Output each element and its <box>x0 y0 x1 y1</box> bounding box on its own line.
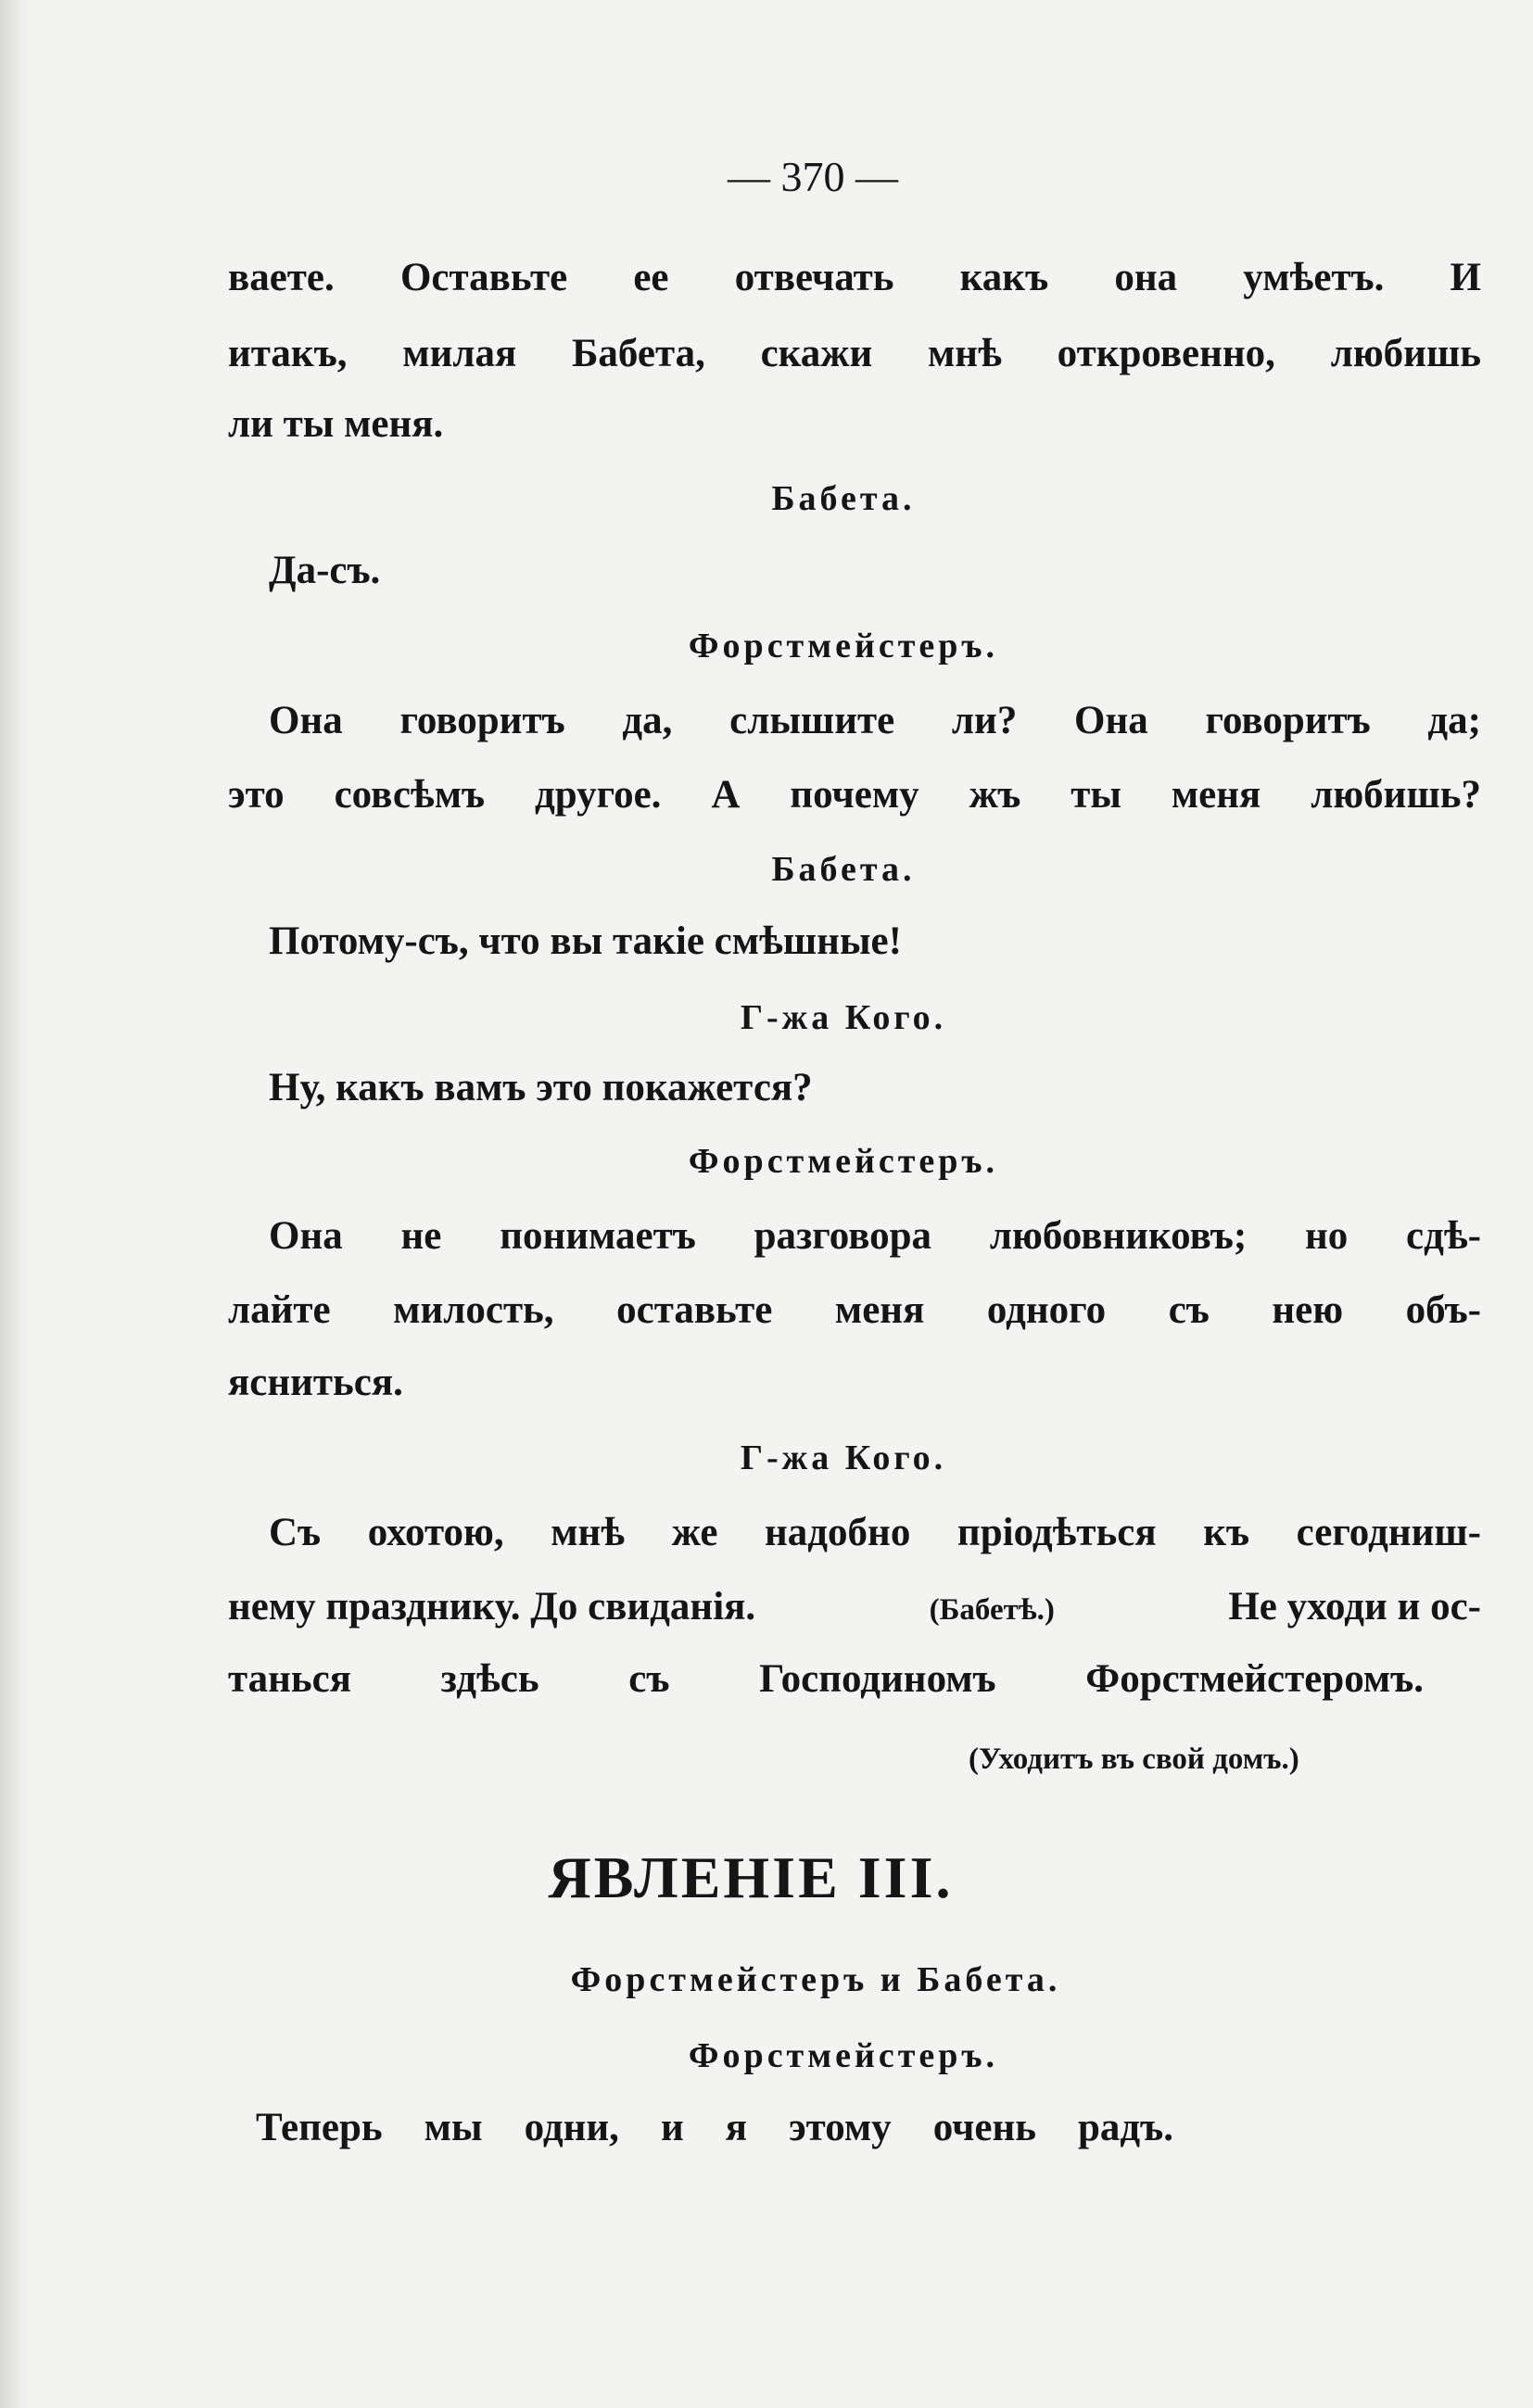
stage-direction: (Бабетѣ.) <box>929 1593 1055 1627</box>
text-line: итакъ, милая Бабета, скажи мнѣ откровенно, любишь <box>228 332 1481 375</box>
stage-direction: (Уходитъ въ свой домъ.) <box>969 1743 1299 1776</box>
text-line: это совсѣмъ другое. А почему жъ ты меня любишь? <box>228 773 1481 817</box>
text-line: Она говоритъ да, слышите ли? Она говоритъ да; <box>269 699 1481 742</box>
text-line <box>228 1583 1481 1634</box>
scene-title: ЯВЛЕНІЕ III. <box>548 1844 954 1910</box>
speaker-name: Бабета. <box>771 850 916 889</box>
page-number: — 370 — <box>728 153 898 200</box>
text-line: Да-съ. <box>269 549 381 592</box>
text-line: ваете. Оставьте ее отвечать какъ она умѣетъ. И <box>228 256 1481 299</box>
text-segment: Не уходи и ос- <box>1228 1585 1481 1629</box>
text-line: Потому-съ, что вы такіе смѣшные! <box>269 919 902 963</box>
text-line: танься здѣсь съ Господиномъ Форстмейстеромъ. <box>228 1657 1424 1701</box>
text-line: ясниться. <box>228 1361 403 1404</box>
speaker-name: Форстмейстеръ. <box>688 2036 999 2075</box>
text-line: Ну, какъ вамъ это покажется? <box>269 1066 813 1109</box>
text-line: Она не понимаетъ разговора любовниковъ; но сдѣ- <box>269 1214 1481 1258</box>
page-edge-shadow <box>0 0 28 2408</box>
text-line: Съ охотою, мнѣ же надобно пріодѣться къ сегодниш- <box>269 1511 1481 1554</box>
text-line: ли ты меня. <box>228 402 444 446</box>
speaker-name: Форстмейстеръ. <box>688 627 999 665</box>
speaker-name: Г-жа Кого. <box>740 998 947 1037</box>
speaker-name: Форстмейстеръ. <box>688 1142 999 1181</box>
text-segment: нему празднику. До свиданія. <box>228 1585 756 1629</box>
speaker-name: Г-жа Кого. <box>740 1438 947 1477</box>
speaker-name: Бабета. <box>771 479 916 518</box>
text-line: Теперь мы одни, и я этому очень радъ. <box>256 2106 1173 2149</box>
scene-cast: Форстмейстеръ и Бабета. <box>570 1960 1061 1999</box>
text-line: лайте милость, оставьте меня одного съ нею объ- <box>228 1288 1481 1332</box>
